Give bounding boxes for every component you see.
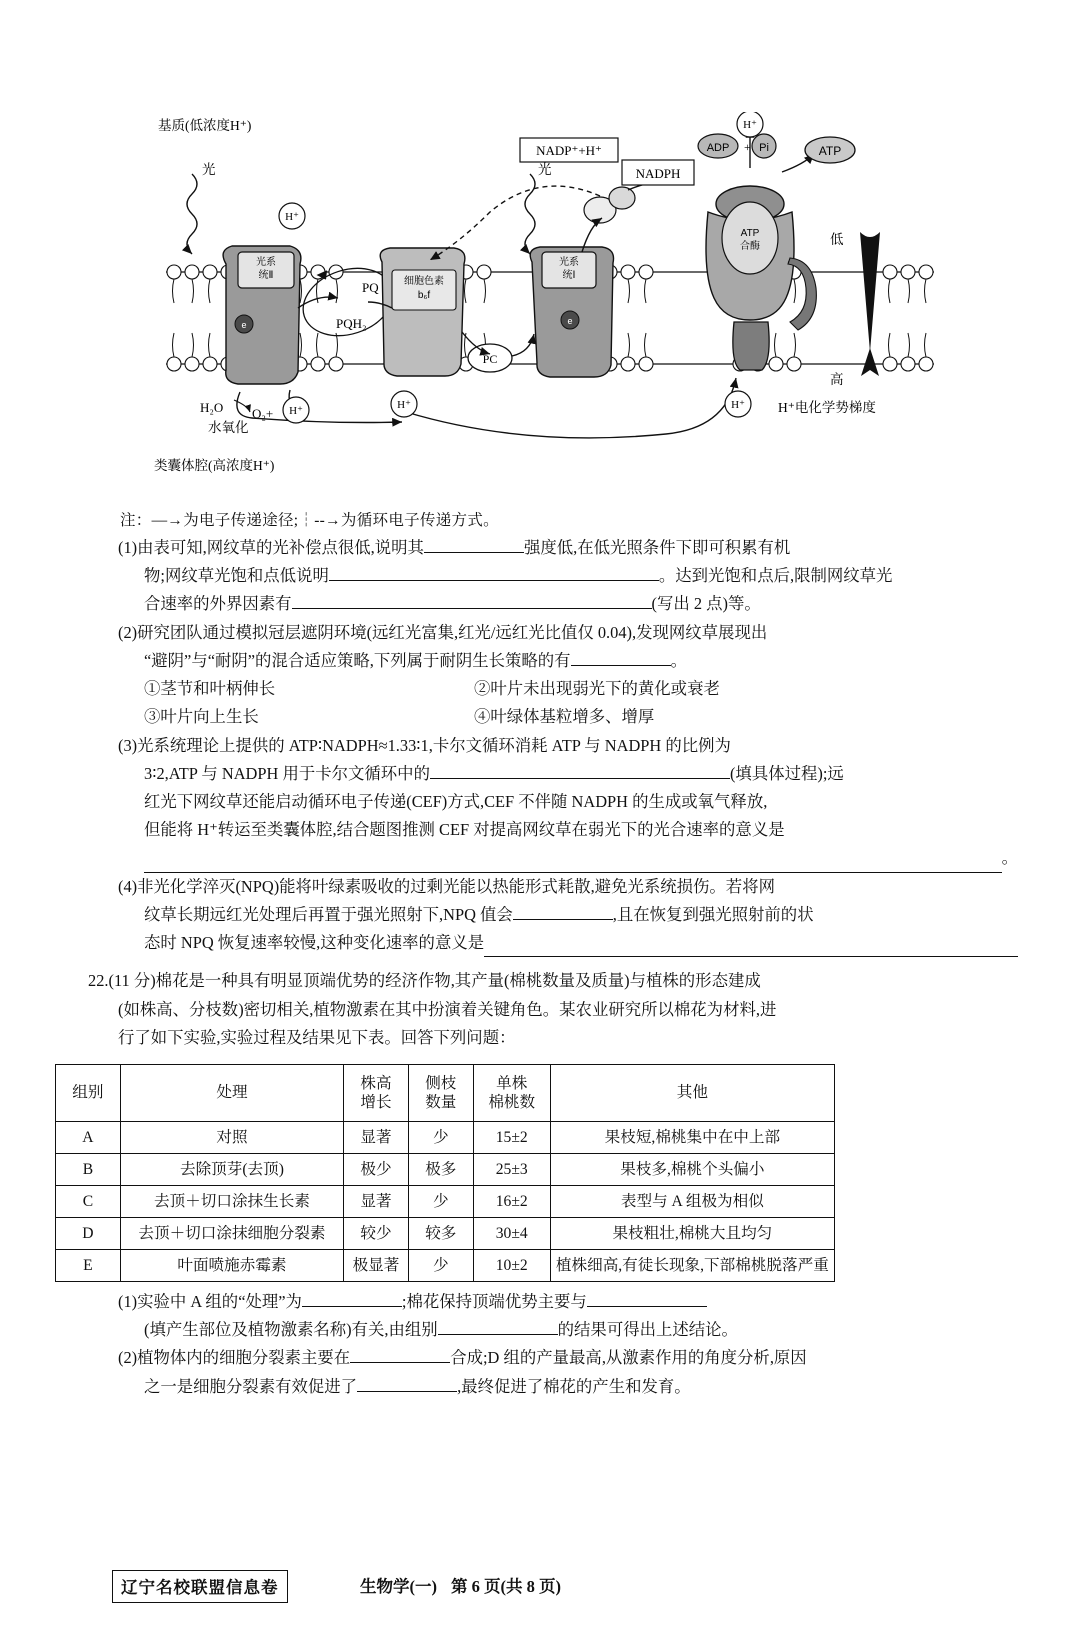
answer-blank[interactable] <box>513 902 613 920</box>
cell-treatment: 去顶＋切口涂抹生长素 <box>120 1186 343 1218</box>
cell-other: 植株细高,有徒长现象,下部棉桃脱落严重 <box>550 1250 834 1282</box>
q21-sub1-text-a: (1)由表可知,网纹草的光补偿点很低,说明其 <box>118 538 424 557</box>
atp-synthase-complex <box>706 186 816 370</box>
q21-sub3-text-c: (填具体过程);远 <box>729 763 844 783</box>
th-height-l2: 增长 <box>360 1093 392 1111</box>
q21-option-4: ④叶绿体基粒增多、增厚 <box>474 707 655 727</box>
q22-sub1-text-b: ;棉花保持顶端优势主要与 <box>401 1292 587 1312</box>
svg-text:H⁺: H⁺ <box>289 405 303 417</box>
light-arrow-right <box>525 174 535 254</box>
q21-option-1: ①茎节和叶柄伸长 <box>144 679 276 699</box>
q21-sub1-line3 <box>118 590 1018 618</box>
q21-sub3-line3 <box>118 788 1018 816</box>
svg-text:统Ⅱ: 统Ⅱ <box>258 270 274 281</box>
answer-blank[interactable] <box>302 1289 402 1307</box>
th-bolls-l2: 棉桃数 <box>488 1093 536 1111</box>
q21-sub3-line1 <box>118 732 1018 760</box>
stroma-label: 基质(低浓度H⁺) <box>158 118 252 133</box>
th-other: 其他 <box>550 1064 834 1121</box>
svg-text:ATP: ATP <box>818 144 842 158</box>
svg-text:光系: 光系 <box>559 257 579 268</box>
answer-blank[interactable] <box>424 535 524 553</box>
plastocyanin <box>468 344 512 372</box>
svg-text:H⁺: H⁺ <box>285 211 299 223</box>
cell-group: D <box>56 1218 121 1250</box>
q21-sub4-line3 <box>118 929 1018 957</box>
q21-options-row2 <box>118 703 1018 731</box>
cell-branches: 较多 <box>408 1218 473 1250</box>
q22-sub2-text-c: 之一是细胞分裂素有效促进了 <box>144 1376 358 1396</box>
q22-stem-line2: (如株高、分枝数)密切相关,植物激素在其中扮演着关键角色。某农业研究所以棉花为材料,进 <box>118 999 777 1019</box>
svg-text:PC: PC <box>482 352 498 366</box>
q21-sub2-text-a: (2)研究团队通过模拟冠层遮阴环境(远红光富集,红光/远红光比值仅 0.04),发现网纹草展现出 <box>118 622 768 642</box>
cell-group: B <box>56 1153 121 1185</box>
q22-sub1-line1 <box>118 1288 1018 1316</box>
answer-blank[interactable] <box>587 1289 707 1307</box>
hplus-circle-3 <box>391 391 417 417</box>
water-ox-label: 水氧化 <box>208 420 249 435</box>
light-arrow-left <box>187 174 197 254</box>
svg-text:光系: 光系 <box>256 257 276 268</box>
cell-height: 极少 <box>344 1153 409 1185</box>
q21-sub4-line1 <box>118 873 1018 901</box>
svg-text:合酶: 合酶 <box>740 241 760 252</box>
light-label-1: 光 <box>202 162 216 177</box>
q21-sub4-text-d: 态时 NPQ 恢复速率较慢,这种变化速率的意义是 <box>144 933 485 953</box>
lumen-label: 类囊体腔(高浓度H⁺) <box>154 458 275 473</box>
nadph-box <box>622 160 694 185</box>
q21-sub3-line5 <box>118 844 1018 872</box>
q21-sub1-text-d: 。达到光饱和点后,限制网纹草光 <box>658 566 893 586</box>
answer-blank[interactable] <box>430 761 730 779</box>
svg-text:H⁺: H⁺ <box>397 399 411 411</box>
cell-group: C <box>56 1186 121 1218</box>
q22-sub2-line2 <box>118 1373 1018 1401</box>
answer-blank[interactable] <box>438 1317 558 1335</box>
exam-stamp: 辽宁名校联盟信息卷 <box>112 1570 288 1603</box>
answer-blank[interactable] <box>484 939 1018 957</box>
question-22-subs <box>0 1288 1080 1401</box>
ferredoxin <box>584 187 635 223</box>
footer-center <box>360 1573 561 1597</box>
svg-text:细胞色素: 细胞色素 <box>404 276 444 287</box>
th-height <box>344 1064 409 1121</box>
cell-other: 果枝短,棉桃集中在中上部 <box>550 1121 834 1153</box>
th-group: 组别 <box>56 1064 121 1121</box>
q21-sub3-line4 <box>118 816 1018 844</box>
pqh2-label: PQH₂ <box>336 316 367 331</box>
svg-text:e: e <box>567 316 573 326</box>
q22-stem-line1: 22.(11 分)棉花是一种具有明显顶端优势的经济作物,其产量(棉桃数量及质量)与植株的形态建成 <box>88 971 761 991</box>
svg-text:ADP: ADP <box>706 142 730 154</box>
th-branches <box>408 1064 473 1121</box>
svg-text:H⁺: H⁺ <box>731 399 745 411</box>
cell-treatment: 去除顶芽(去顶) <box>120 1153 343 1185</box>
cell-treatment: 叶面喷施赤霉素 <box>120 1250 343 1282</box>
q21-sub2-text-b: “避阴”与“耐阴”的混合适应策略,下列属于耐阴生长策略的有 <box>144 650 571 670</box>
table-row <box>56 1153 835 1185</box>
q22-sub1-line2 <box>118 1316 1018 1344</box>
th-branches-l1: 侧枝 <box>425 1074 457 1092</box>
q22-stem-line3: 行了如下实验,实验过程及结果见下表。回答下列问题： <box>118 1027 516 1047</box>
footer-page: 第 6 页(共 8 页) <box>451 1577 561 1596</box>
q21-options-row1 <box>118 675 1018 703</box>
nadp-box <box>520 138 618 162</box>
cell-bolls: 15±2 <box>473 1121 550 1153</box>
cell-group: E <box>56 1250 121 1282</box>
q21-sub1-line2 <box>118 562 1018 590</box>
adp-pi-label <box>698 134 776 158</box>
o2-label: O₂+ <box>252 406 274 421</box>
th-bolls <box>473 1064 550 1121</box>
photosystem-1-complex <box>530 247 613 377</box>
q22-sub1-text-d: 的结果可得出上述结论。 <box>557 1320 738 1340</box>
cell-branches: 极多 <box>408 1153 473 1185</box>
th-height-l1: 株高 <box>360 1074 392 1092</box>
q21-sub1-line1 <box>118 534 1018 562</box>
exam-page <box>0 112 1080 1638</box>
cell-height: 显著 <box>344 1121 409 1153</box>
table-row <box>56 1218 835 1250</box>
svg-text:b₆f: b₆f <box>417 290 431 301</box>
hplus-circle-4 <box>725 391 751 417</box>
figure-note: 注：—→为电子传递途径;┆--→为循环电子传递方式。 <box>120 512 499 529</box>
q21-sub1-text-c: 物;网纹草光饱和点低说明 <box>144 566 329 586</box>
cell-treatment: 对照 <box>120 1121 343 1153</box>
answer-blank[interactable] <box>292 591 652 609</box>
table-row <box>56 1250 835 1282</box>
svg-text:NADP⁺+H⁺: NADP⁺+H⁺ <box>536 143 602 158</box>
proton-gradient-arrow <box>860 232 880 376</box>
q22-sub2-line1 <box>118 1344 1018 1372</box>
q21-sub4-line2 <box>118 901 1018 929</box>
q22-sub2-text-b: 合成;D 组的产量最高,从激素作用的角度分析,原因 <box>450 1348 807 1368</box>
q21-sub1-text-b: 强度低,在低光照条件下即可积累有机 <box>523 538 791 557</box>
th-treatment: 处理 <box>120 1064 343 1121</box>
cell-other: 表型与 A 组极为相似 <box>550 1186 834 1218</box>
table-header-row <box>56 1064 835 1121</box>
page-footer <box>0 1570 1080 1600</box>
cell-height: 较少 <box>344 1218 409 1250</box>
q21-sub3-text-a: (3)光系统理论上提供的 ATP∶NADPH≈1.33∶1,卡尔文循环消耗 ATP 与 NADPH 的比例为 <box>118 735 731 755</box>
q21-sub1-text-f: (写出 2 点)等。 <box>651 594 761 614</box>
q21-sub4-text-c: ,且在恢复到强光照射前的状 <box>612 904 814 924</box>
experiment-table <box>55 1064 835 1282</box>
q21-sub4-text-b: 纹草长期远红光处理后再置于强光照射下,NPQ 值会 <box>144 904 513 924</box>
answer-blank[interactable] <box>357 1373 457 1391</box>
cell-height: 极显著 <box>344 1250 409 1282</box>
cell-bolls: 30±4 <box>473 1218 550 1250</box>
q21-sub2-line1 <box>118 619 1018 647</box>
table-row <box>56 1186 835 1218</box>
cell-other: 果枝多,棉桃个头偏小 <box>550 1153 834 1185</box>
cell-other: 果枝粗壮,棉桃大且均匀 <box>550 1218 834 1250</box>
q22-sub1-text-c: (填产生部位及植物激素名称)有关,由组别 <box>144 1320 438 1340</box>
svg-text:H⁺: H⁺ <box>743 119 757 131</box>
gradient-label: H⁺电化学势梯度 <box>778 400 876 415</box>
th-bolls-l1: 单株 <box>496 1074 528 1092</box>
cytochrome-b6f-complex <box>380 248 465 376</box>
q22-sub1-text-a: (1)实验中 A 组的“处理”为 <box>118 1292 302 1312</box>
h2o-label: H₂O <box>200 400 224 415</box>
answer-blank[interactable] <box>350 1345 450 1363</box>
cell-branches: 少 <box>408 1186 473 1218</box>
q22-sub2-text-d: ,最终促进了棉花的产生和发育。 <box>457 1376 691 1396</box>
q21-sub2-text-c: 。 <box>670 650 687 670</box>
svg-text:+: + <box>744 140 751 154</box>
svg-text:NADPH: NADPH <box>635 166 681 181</box>
q21-sub2-line2 <box>118 647 1018 675</box>
cell-bolls: 16±2 <box>473 1186 550 1218</box>
cell-branches: 少 <box>408 1250 473 1282</box>
cell-height: 显著 <box>344 1186 409 1218</box>
cell-bolls: 25±3 <box>473 1153 550 1185</box>
question-22 <box>0 967 1080 1052</box>
cell-group: A <box>56 1121 121 1153</box>
q21-option-2: ②叶片未出现弱光下的黄化或衰老 <box>474 679 720 699</box>
q21-sub3-text-f: 。 <box>1001 848 1018 868</box>
light-label-2: 光 <box>538 162 552 177</box>
high-label: 高 <box>830 372 844 387</box>
answer-blank[interactable] <box>329 563 659 581</box>
q21-sub3-text-b: 3∶2,ATP 与 NADPH 用于卡尔文循环中的 <box>144 763 430 783</box>
q21-sub3-text-d: 红光下网纹草还能启动循环电子传递(CEF)方式,CEF 不伴随 NADPH 的生成或氧气释放, <box>144 791 768 811</box>
cell-branches: 少 <box>408 1121 473 1153</box>
atp-label <box>805 137 855 163</box>
q21-sub3-text-e: 但能将 H⁺转运至类囊体腔,结合题图推测 CEF 对提高网纹草在弱光下的光合速率的意义是 <box>144 820 785 840</box>
answer-blank[interactable] <box>571 648 671 666</box>
photosystem-2-complex <box>223 246 301 384</box>
hplus-circle-1 <box>279 203 305 229</box>
cell-bolls: 10±2 <box>473 1250 550 1282</box>
pq-label: PQ <box>362 280 379 295</box>
question-21-body <box>0 534 1080 957</box>
footer-subject: 生物学(一) <box>360 1577 437 1596</box>
table-row <box>56 1121 835 1153</box>
svg-text:Pi: Pi <box>759 142 769 154</box>
svg-text:e: e <box>241 320 247 330</box>
q22-sub2-text-a: (2)植物体内的细胞分裂素主要在 <box>118 1348 351 1368</box>
q21-sub4-text-a: (4)非光化学淬灭(NPQ)能将叶绿素吸收的过剩光能以热能形式耗散,避免光系统损伤。若将网 <box>118 876 775 896</box>
q21-sub3-line2 <box>118 760 1018 788</box>
low-label: 低 <box>830 232 844 247</box>
answer-blank[interactable] <box>144 854 1002 872</box>
hplus-circle-5 <box>737 112 763 137</box>
cell-treatment: 去顶＋切口涂抹细胞分裂素 <box>120 1218 343 1250</box>
q21-option-3: ③叶片向上生长 <box>144 707 259 727</box>
svg-text:ATP: ATP <box>740 228 760 239</box>
q21-sub1-text-e: 合速率的外界因素有 <box>144 594 292 614</box>
photosynthesis-diagram <box>130 112 970 502</box>
svg-text:统Ⅰ: 统Ⅰ <box>562 270 576 281</box>
th-branches-l2: 数量 <box>425 1093 457 1111</box>
hplus-circle-2 <box>283 397 309 423</box>
